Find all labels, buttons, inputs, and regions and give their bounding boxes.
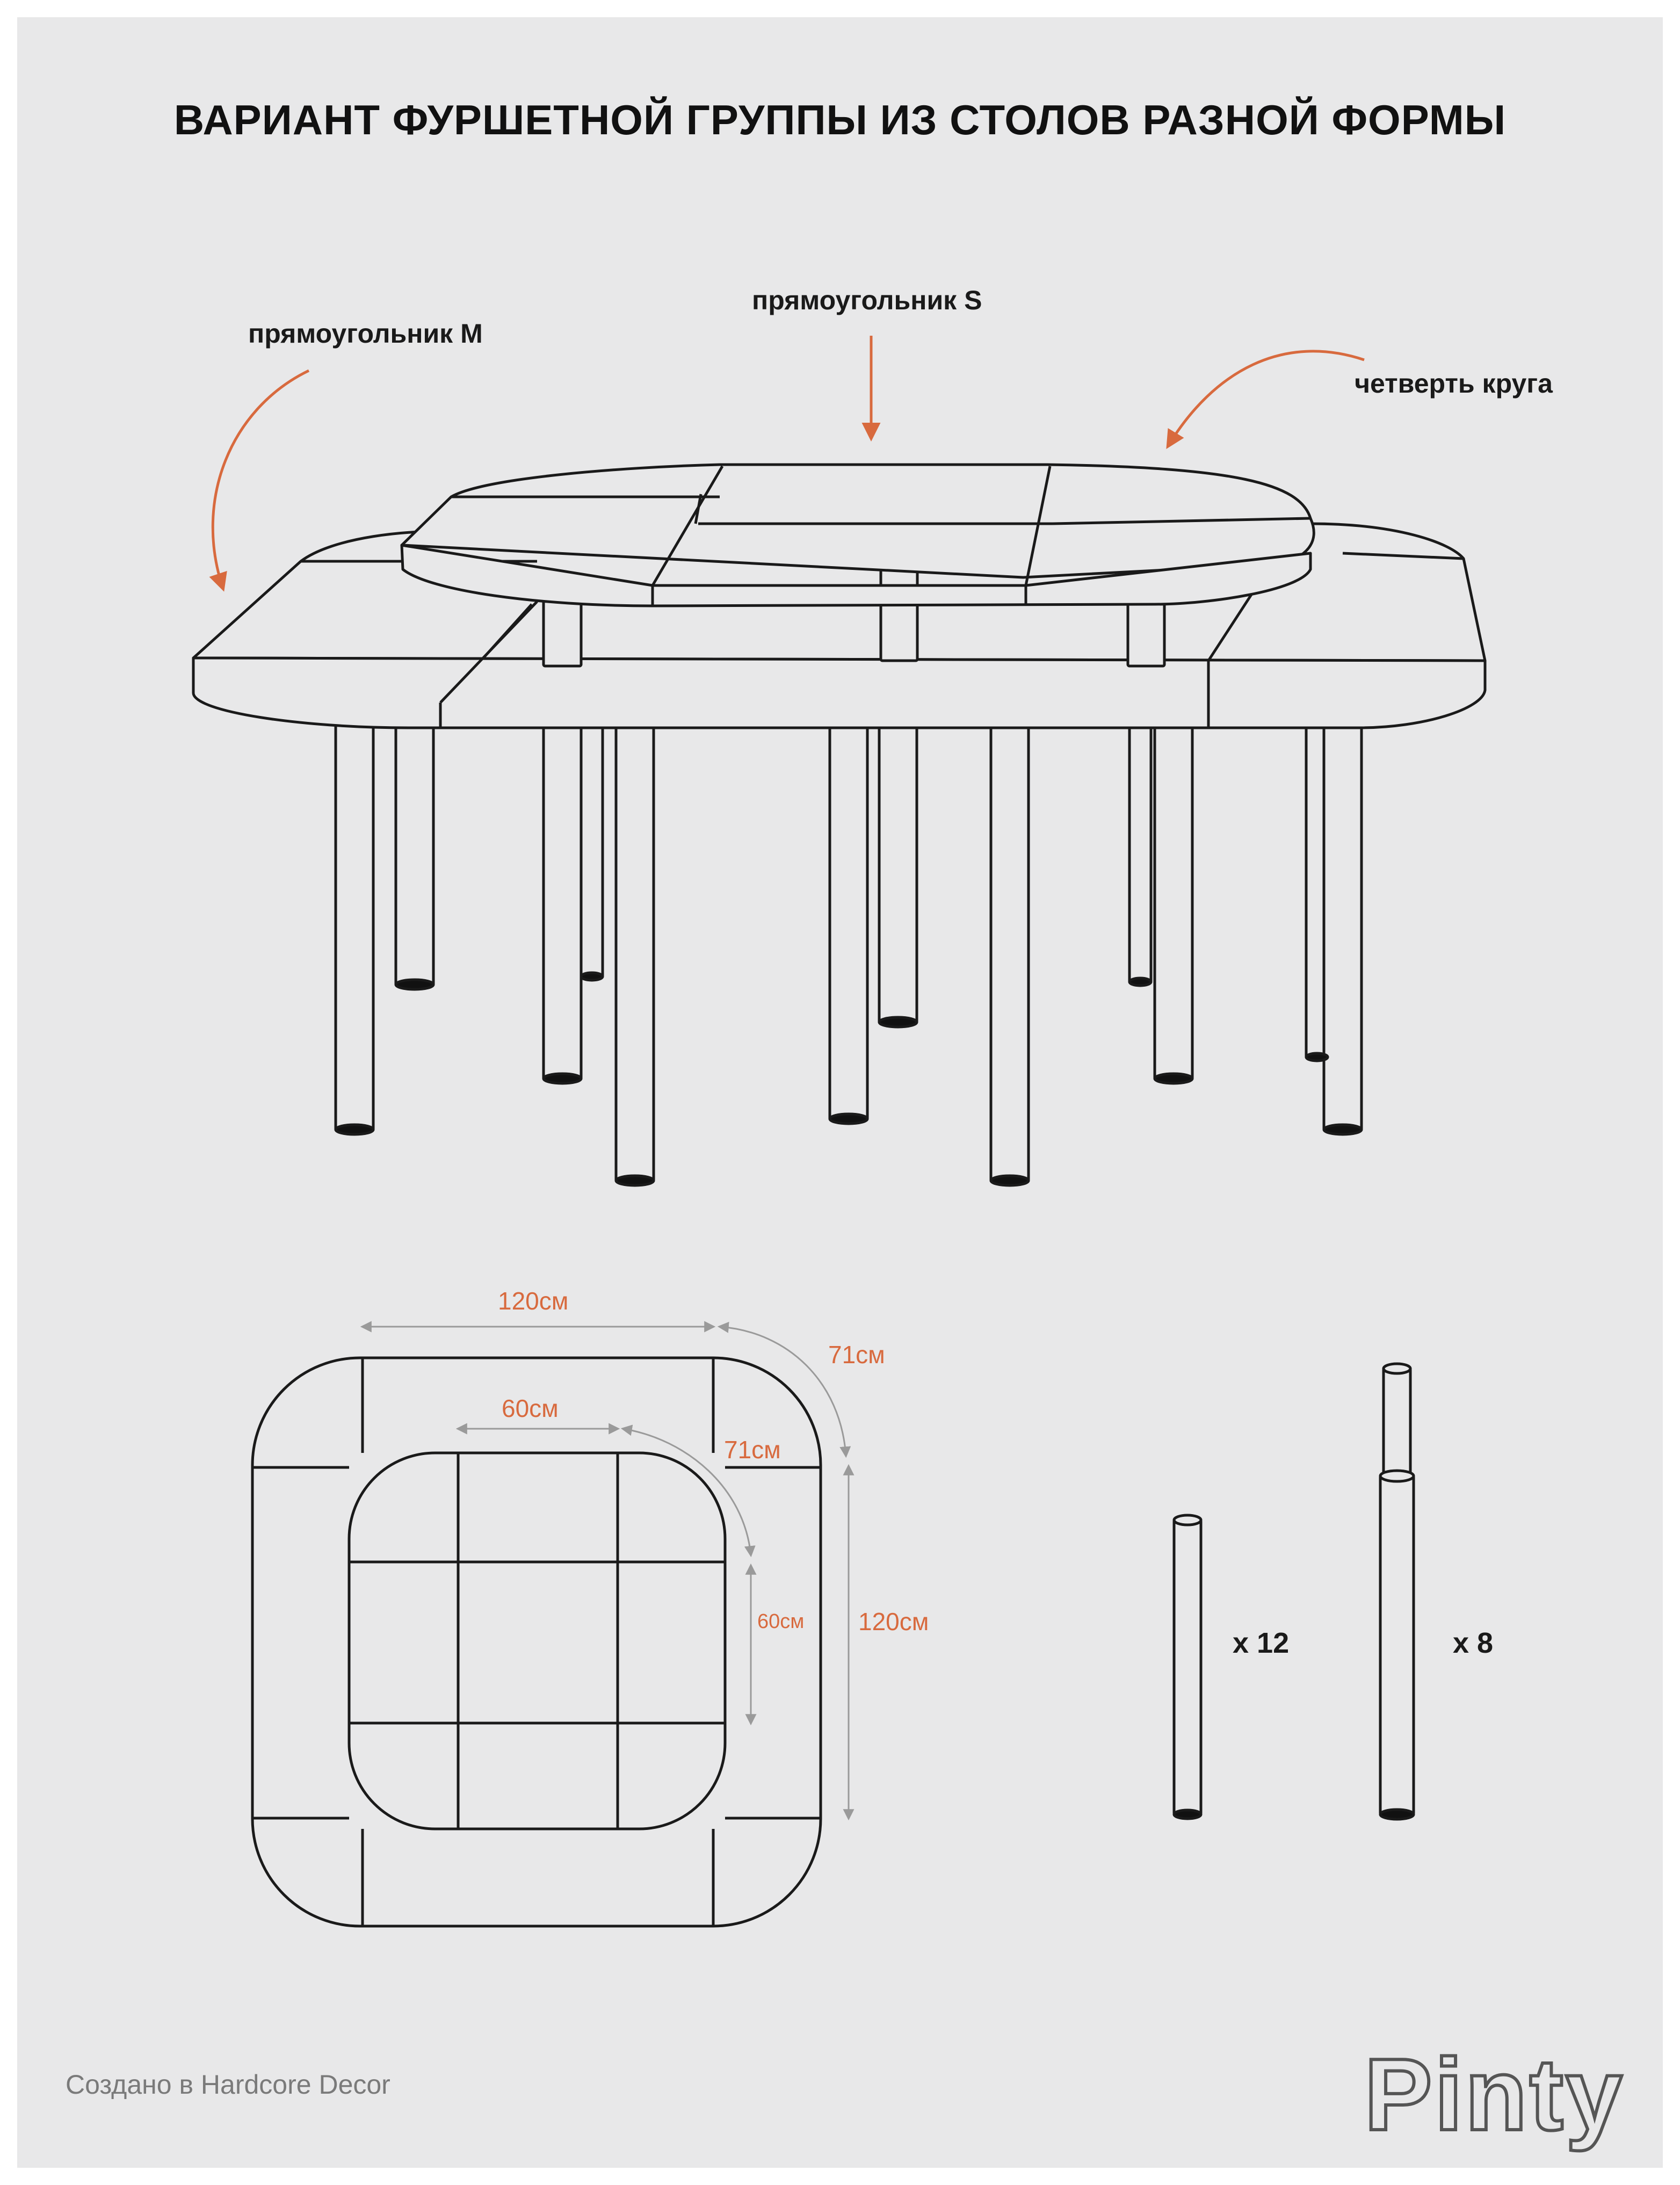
tall-leg [1380,1364,1414,1819]
upper-post-1 [544,596,581,666]
dim-inner-width: 60см [502,1394,559,1422]
credit-text: Создано в Hardcore Decor [66,2070,390,2100]
dim-outer-arc: 71см [828,1341,885,1369]
short-leg-quantity: x 12 [1233,1627,1290,1659]
page-title: ВАРИАНТ ФУРШЕТНОЙ ГРУППЫ ИЗ СТОЛОВ РАЗНОЙ ФОРМЫ [173,96,1507,143]
dim-inner-height: 60см [757,1610,805,1633]
plan-inner [349,1453,725,1829]
front-legs [336,720,1362,1182]
dim-inner-arc: 71см [724,1436,781,1464]
plan-outer [252,1358,821,1926]
dim-line-inner-arc [623,1429,751,1555]
callout-rect-s: прямоугольник S [752,285,982,315]
upper-post-3 [1128,596,1164,666]
table-perspective [193,465,1485,1185]
plan-dimension-lines [363,1327,849,1818]
arrow-quarter [1168,351,1364,446]
plan-view [252,1358,821,1926]
plan-outer-seams [252,1358,821,1926]
tall-leg-quantity: x 8 [1453,1627,1494,1659]
dim-outer-height: 120см [858,1608,929,1636]
callout-rect-m: прямоугольник M [248,319,483,349]
arrow-rect-m [213,371,309,588]
lower-tier-edge [193,658,1485,728]
dim-line-outer-arc [720,1327,846,1456]
short-leg [1174,1515,1201,1819]
callout-quarter-circle: четверть круга [1355,368,1553,399]
plan-inner-seams [349,1453,725,1829]
brand-logo: Pinty [1364,2038,1625,2152]
dim-outer-width: 120см [498,1287,569,1315]
